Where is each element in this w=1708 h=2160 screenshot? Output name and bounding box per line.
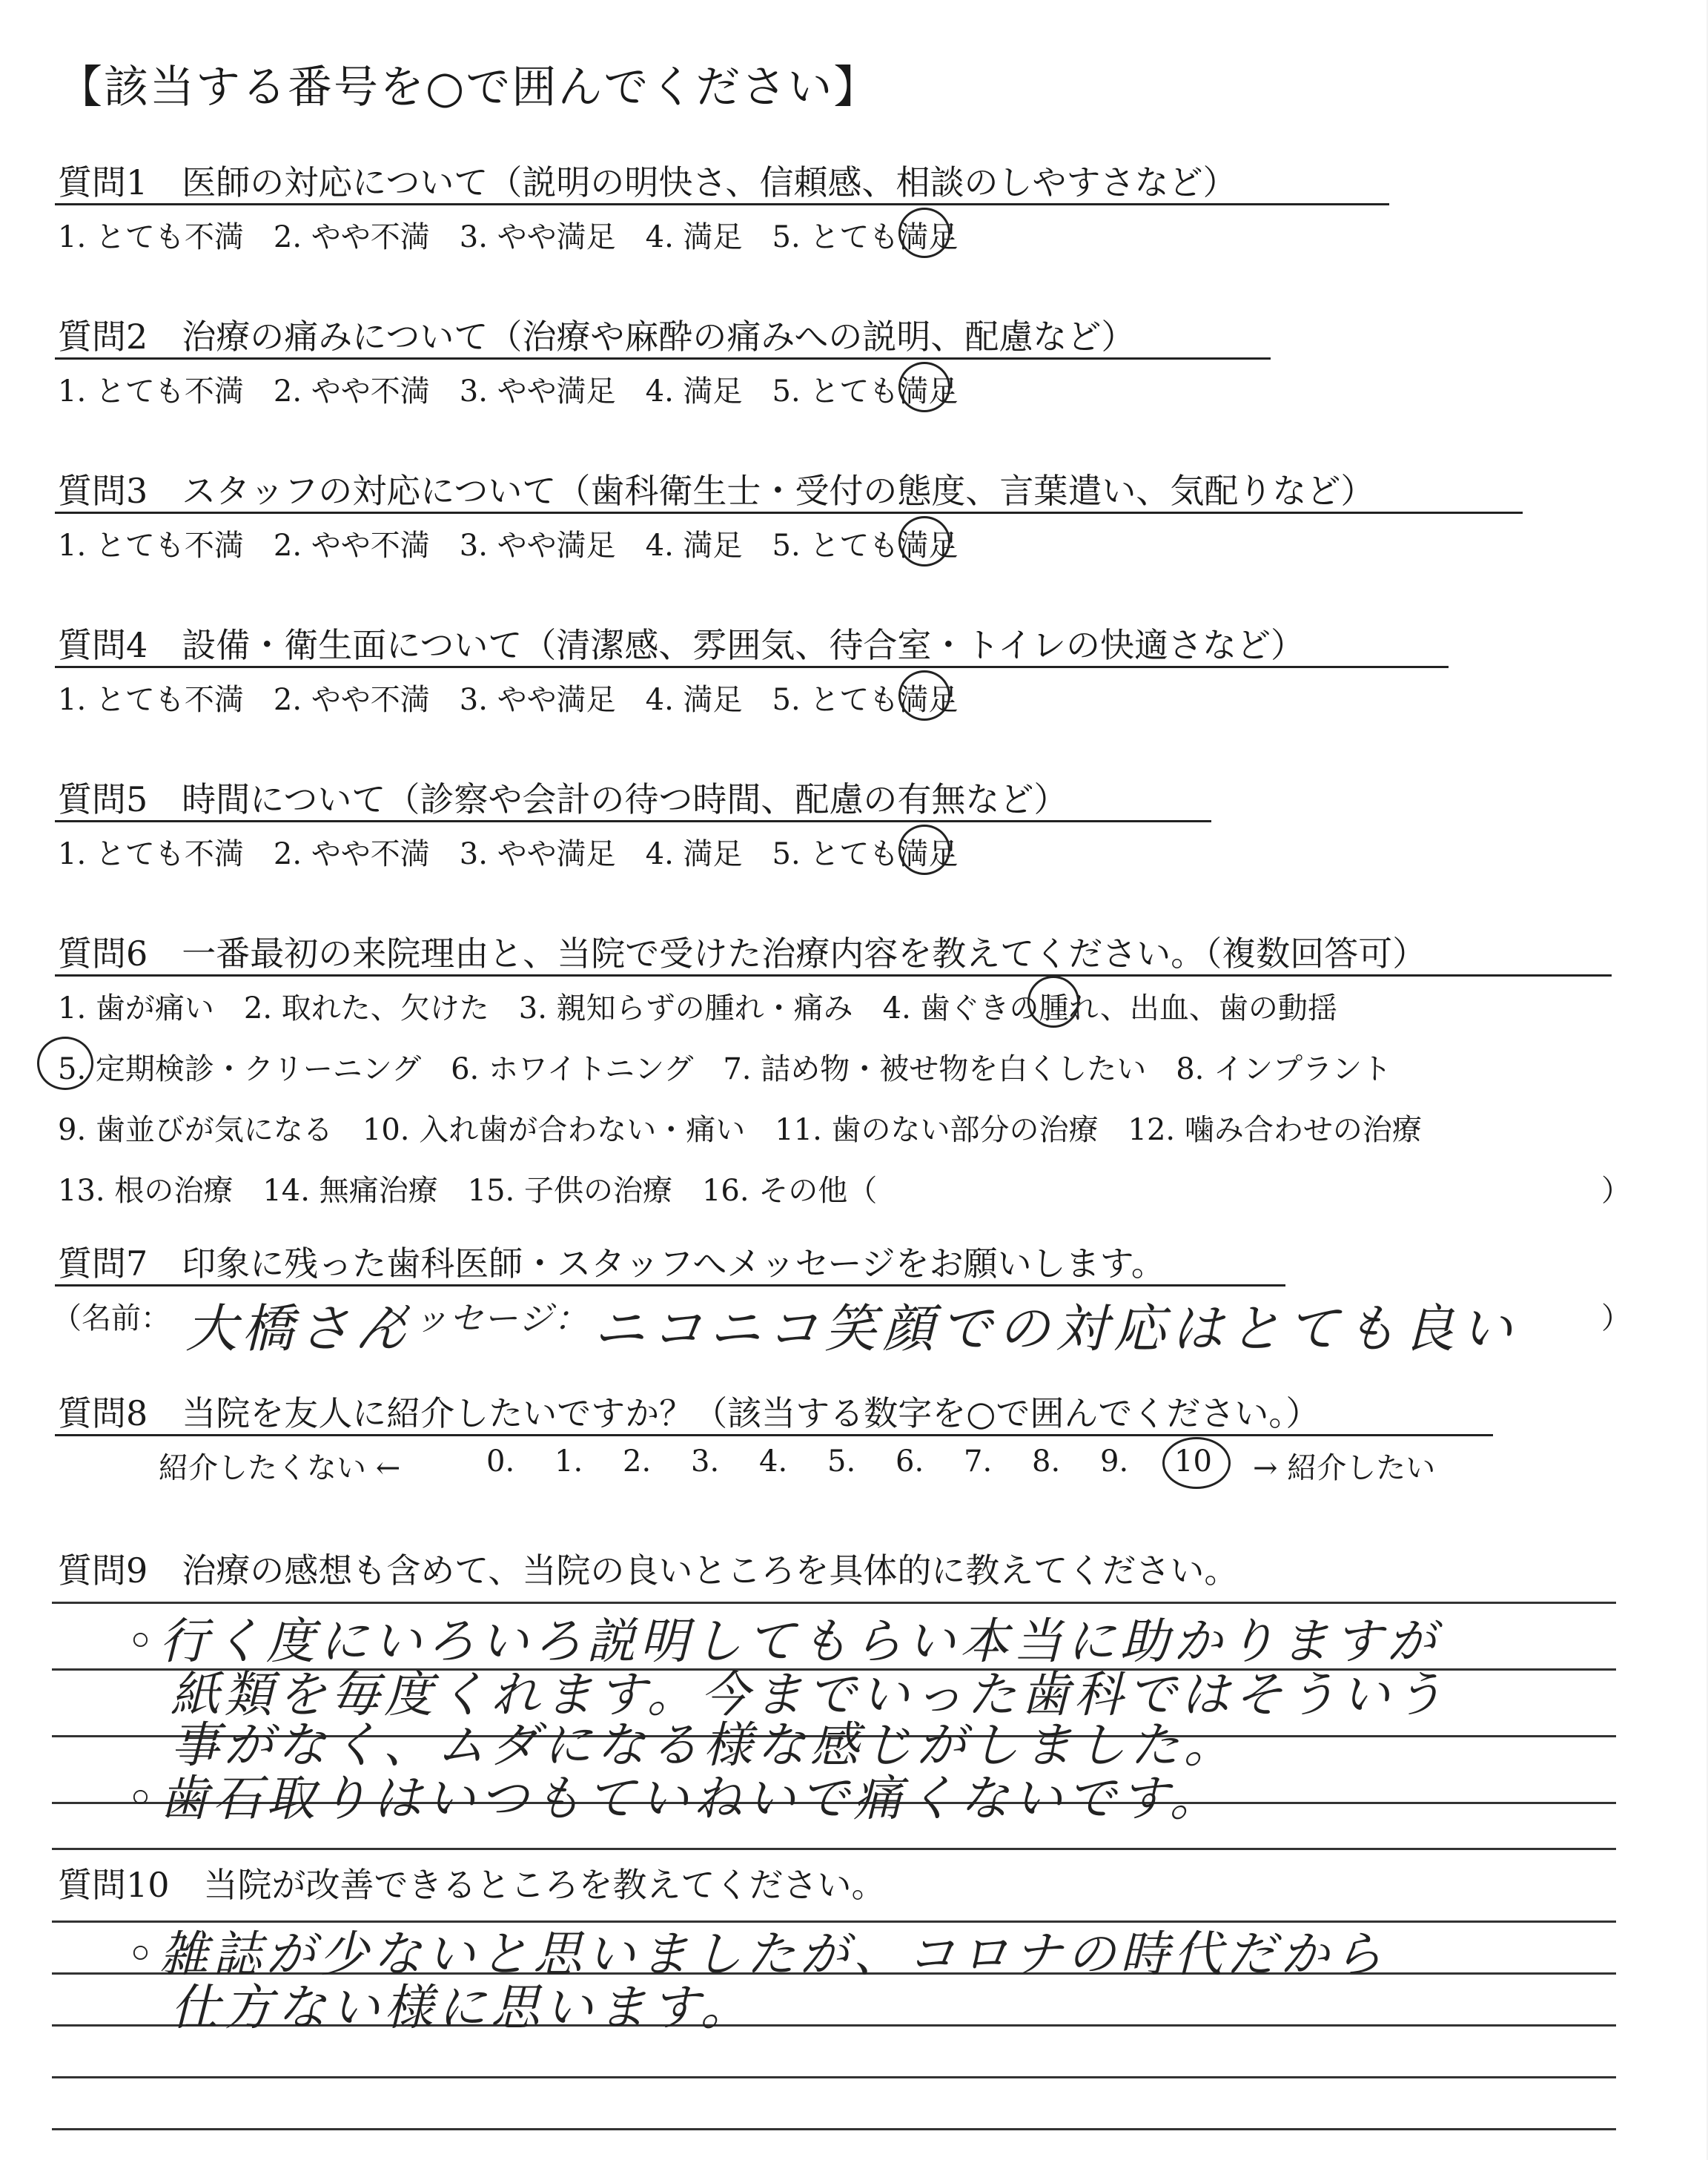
q4-options[interactable]: 1. とても不満 2. やや不満 3. やや満足 4. 満足 5. とても満足: [58, 683, 959, 717]
q8-scale-1[interactable]: 1.: [555, 1444, 583, 1479]
q8-underline: [55, 1434, 1493, 1436]
q8-scale-3[interactable]: 3.: [691, 1444, 720, 1479]
q8-scale-8[interactable]: 8.: [1032, 1444, 1061, 1479]
q6-options-line-4[interactable]: 13. 根の治療 14. 無痛治療 15. 子供の治療 16. その他（: [58, 1174, 878, 1208]
q1-options[interactable]: 1. とても不満 2. やや不満 3. やや満足 4. 満足 5. とても満足: [58, 220, 959, 254]
q7-name-prefix: （名前：: [52, 1301, 171, 1335]
q8-scale-5[interactable]: 5.: [827, 1444, 856, 1479]
q5-options[interactable]: 1. とても不満 2. やや不満 3. やや満足 4. 満足 5. とても満足: [58, 837, 959, 871]
q2-underline: [55, 357, 1271, 360]
q6-options-line-3[interactable]: 9. 歯並びが気になる 10. 入れ歯が合わない・痛い 11. 歯のない部分の治療 12. 噛み合わせの治療: [58, 1113, 1422, 1147]
q7-close: ）: [1601, 1301, 1631, 1335]
q10-label: 質問10 当院が改善できるところを教えてください。: [58, 1865, 886, 1905]
q4-underline: [55, 666, 1449, 668]
q6-label: 質問6 一番最初の来院理由と、当院で受けた治療内容を教えてください。（複数回答可）: [58, 934, 1427, 974]
q4-label: 質問4 設備・衛生面について（清潔感、雰囲気、待合室・トイレの快適さなど）: [58, 625, 1305, 665]
q6-options-line-2[interactable]: 5. 定期検診・クリーニング 6. ホワイトニング 7. 詰め物・被せ物を白くしたい 8. インプラント: [58, 1052, 1392, 1086]
q9-answer-line-2: 紙類を毎度くれます。今までいった歯科ではそういう: [171, 1666, 1448, 1723]
q7-message-prefix: メッセージ：: [378, 1298, 590, 1338]
q7-underline: [55, 1284, 1285, 1287]
q5-selected-circle: [898, 825, 950, 875]
q7-label: 質問7 印象に残った歯科医師・スタッフへメッセージをお願いします。: [58, 1244, 1165, 1284]
q9-answer-line-1: ◦行く度にいろいろ説明してもらい本当に助かりますが: [126, 1613, 1440, 1670]
q8-scale-7[interactable]: 7.: [964, 1444, 993, 1479]
q5-underline: [55, 820, 1211, 822]
q4-selected-circle: [898, 670, 950, 721]
q6-selected-circle-4: [1027, 976, 1079, 1028]
q6-underline: [55, 974, 1612, 977]
q9-label: 質問9 治療の感想も含めて、当院の良いところを具体的に教えてください。: [58, 1550, 1239, 1591]
q8-left-label: 紹介したくない ←: [159, 1451, 401, 1485]
q8-scale-0[interactable]: 0.: [486, 1444, 515, 1479]
q7-message-handwriting: ニコニコ笑顔での対応はとても良い: [593, 1298, 1518, 1359]
q2-label: 質問2 治療の痛みについて（治療や麻酔の痛みへの説明、配慮など）: [58, 317, 1136, 357]
q1-selected-circle: [898, 208, 950, 258]
q6-other-close: ）: [1601, 1174, 1631, 1208]
q10-rule-5: [52, 2128, 1616, 2130]
q10-rule-4: [52, 2076, 1616, 2078]
q5-label: 質問5 時間について（診察や会計の待つ時間、配慮の有無など）: [58, 779, 1068, 819]
q9-answer-line-4: ◦歯石取りはいつもていねいで痛くないです。: [126, 1770, 1223, 1827]
q10-answer-line-1: ◦雑誌が少ないと思いましたが、コロナの時代だから: [126, 1926, 1387, 1983]
page-title: 【該当する番号を○で囲んでください】: [58, 62, 880, 113]
q8-scale-4[interactable]: 4.: [759, 1444, 788, 1479]
q8-selected-circle: [1162, 1437, 1231, 1489]
q8-label: 質問8 当院を友人に紹介したいですか？（該当する数字を○で囲んでください。）: [58, 1393, 1320, 1433]
q1-label: 質問1 医師の対応について（説明の明快さ、信頼感、相談のしやすさなど）: [58, 162, 1237, 202]
q6-selected-circle-5: [37, 1037, 93, 1090]
q2-options[interactable]: 1. とても不満 2. やや不満 3. やや満足 4. 満足 5. とても満足: [58, 374, 959, 409]
q3-options[interactable]: 1. とても不満 2. やや不満 3. やや満足 4. 満足 5. とても満足: [58, 529, 959, 563]
q8-scale-9[interactable]: 9.: [1100, 1444, 1129, 1479]
q3-underline: [55, 512, 1523, 514]
q3-selected-circle: [898, 516, 950, 567]
q7-name-handwriting: 大橋さん: [185, 1298, 411, 1359]
q8-scale-6[interactable]: 6.: [896, 1444, 924, 1479]
q10-answer-line-2: 仕方ない様に思います。: [171, 1979, 754, 2036]
q8-right-label: → 紹介したい: [1253, 1451, 1436, 1485]
q2-selected-circle: [898, 362, 950, 412]
q6-options-line-1[interactable]: 1. 歯が痛い 2. 取れた、欠けた 3. 親知らずの腫れ・痛み 4. 歯ぐきの腫れ、出血、歯の動揺: [58, 991, 1337, 1025]
q9-answer-line-3: 事がなく、ムダになる様な感じがしました。: [171, 1717, 1237, 1774]
q8-scale-10[interactable]: 10: [1174, 1444, 1212, 1479]
q8-scale-2[interactable]: 2.: [623, 1444, 652, 1479]
q9-rule-5: [52, 1848, 1616, 1850]
q3-label: 質問3 スタッフの対応について（歯科衛生士・受付の態度、言葉遣い、気配りなど）: [58, 471, 1375, 511]
q1-underline: [55, 203, 1389, 205]
